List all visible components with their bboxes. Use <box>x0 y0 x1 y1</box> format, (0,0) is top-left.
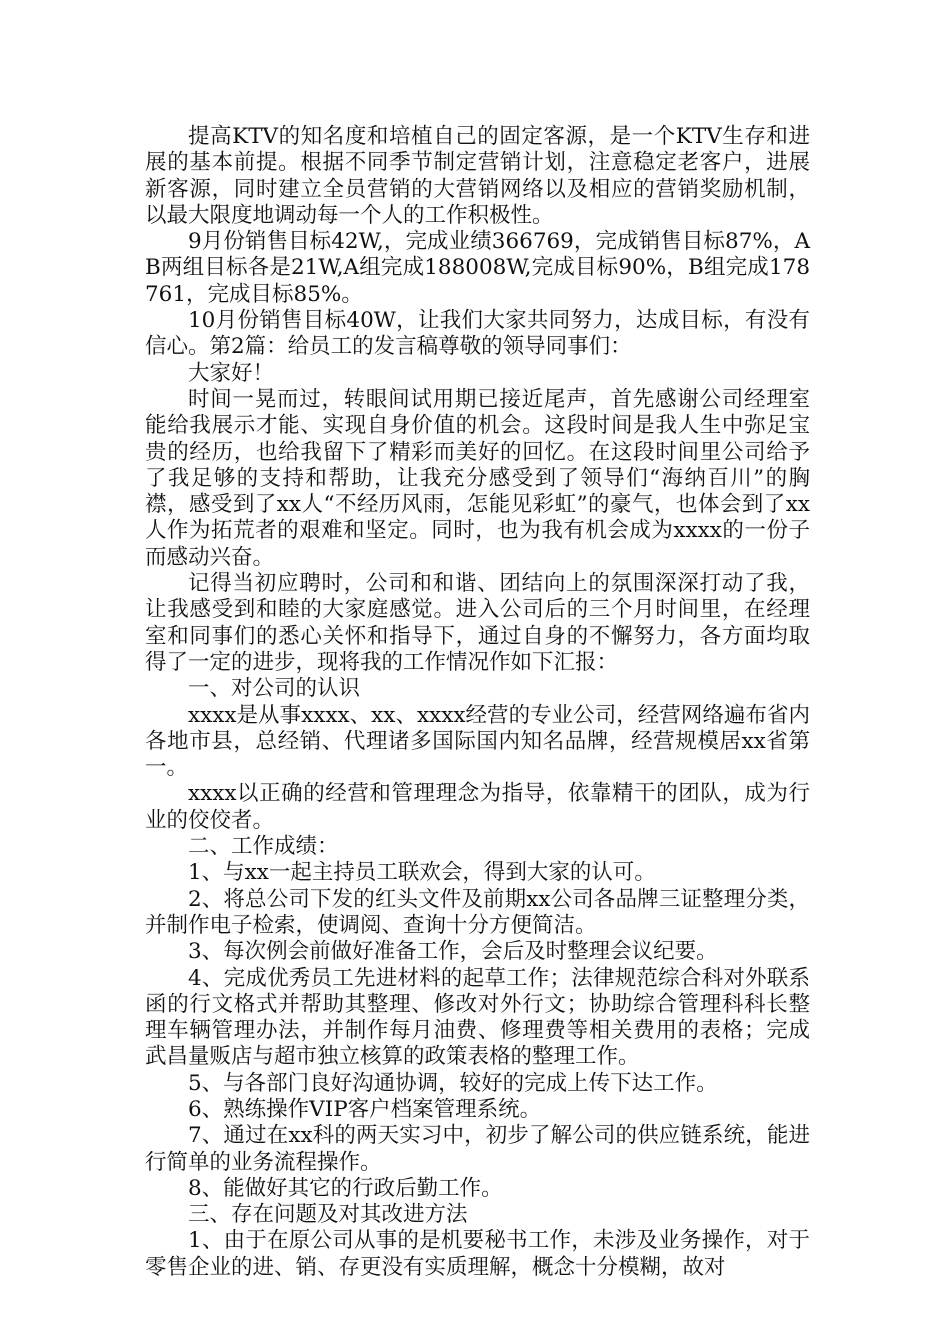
paragraph-company-philosophy: xxxx以正确的经营和管理理念为指导，依靠精干的团队，成为行业的佼佼者。 <box>145 781 810 833</box>
list-item-achievement-2: 2、将总公司下发的红头文件及前期xx公司各品牌三证整理分类，并制作电子检索，使调阅、查询十分方便简洁。 <box>145 886 810 938</box>
list-item-problem-1: 1、由于在原公司从事的是机要秘书工作，未涉及业务操作，对于零售企业的进、销、存更没有实质理解，概念十分模糊，故对 <box>145 1228 810 1280</box>
list-item-achievement-4: 4、完成优秀员工先进材料的起草工作；法律规范综合科对外联系函的行文格式并帮助其整理、修改对外行文；协助综合管理科科长整理车辆管理办法，并制作每月油费、修理费等相关费用的表格；完成武昌量贩店与超市独立核算的政策表格的整理工作。 <box>145 965 810 1070</box>
list-item-achievement-8: 8、能做好其它的行政后勤工作。 <box>188 1175 503 1201</box>
list-item-achievement-6: 6、熟练操作VIP客户档案管理系统。 <box>188 1096 542 1122</box>
list-item-achievement-7: 7、通过在xx科的两天实习中，初步了解公司的供应链系统，能进行简单的业务流程操作。 <box>145 1123 810 1175</box>
list-item-achievement-5: 5、与各部门良好沟通协调，较好的完成上传下达工作。 <box>188 1070 718 1096</box>
paragraph-september-target: 9月份销售目标42W,，完成业绩366769，完成销售目标87%，AB两组目标各是21W,A组完成188008W,完成目标90%，B组完成178761，完成目标85%。 <box>145 229 810 307</box>
document-body <box>145 124 810 1281</box>
paragraph-company-profile: xxxx是从事xxxx、xx、xxxx经营的专业公司，经营网络遍布省内各地市县，总经销、代理诸多国际国内知名品牌，经营规模居xx省第一。 <box>145 702 810 781</box>
section-heading-company: 一、对公司的认识 <box>188 676 361 702</box>
section-heading-problems: 三、存在问题及对其改进方法 <box>188 1202 468 1228</box>
list-item-achievement-3: 3、每次例会前做好准备工作，会后及时整理会议纪要。 <box>188 939 718 965</box>
paragraph-october-target: 10月份销售目标40W，让我们大家共同努力，达成目标，有没有信心。第2篇：给员工的发言稿尊敬的领导同事们： <box>145 308 810 360</box>
paragraph-recruitment-memory: 记得当初应聘时，公司和和谐、团结向上的氛围深深打动了我，让我感受到和睦的大家庭感觉。进入公司后的三个月时间里，在经理室和同事们的悉心关怀和指导下，通过自身的不懈努力，各方面均取得了一定的进步，现将我的工作情况作如下汇报： <box>145 571 810 675</box>
paragraph-probation-thanks: 时间一晃而过，转眼间试用期已接近尾声，首先感谢公司经理室能给我展示才能、实现自身价值的机会。这段时间是我人生中弥足宝贵的经历，也给我留下了精彩而美好的回忆。在这段时间里公司给予了我足够的支持和帮助，让我充分感受到了领导们“海纳百川”的胸襟，感受到了xx人“不经历风雨，怎能见彩虹”的豪气，也体会到了xx人作为拓荒者的艰难和坚定。同时，也为我有机会成为xxxx的一份子而感动兴奋。 <box>145 386 810 570</box>
paragraph-ktv-intro: 提高KTV的知名度和培植自己的固定客源，是一个KTV生存和进展的基本前提。根据不同季节制定营销计划，注意稳定老客户，进展新客源，同时建立全员营销的大营销网络以及相应的营销奖励机制，以最大限度地调动每一个人的工作积极性。 <box>145 124 810 228</box>
section-heading-achievements: 二、工作成绩： <box>188 834 339 860</box>
paragraph-greeting: 大家好！ <box>188 360 275 386</box>
list-item-achievement-1: 1、与xx一起主持员工联欢会，得到大家的认可。 <box>188 860 656 886</box>
